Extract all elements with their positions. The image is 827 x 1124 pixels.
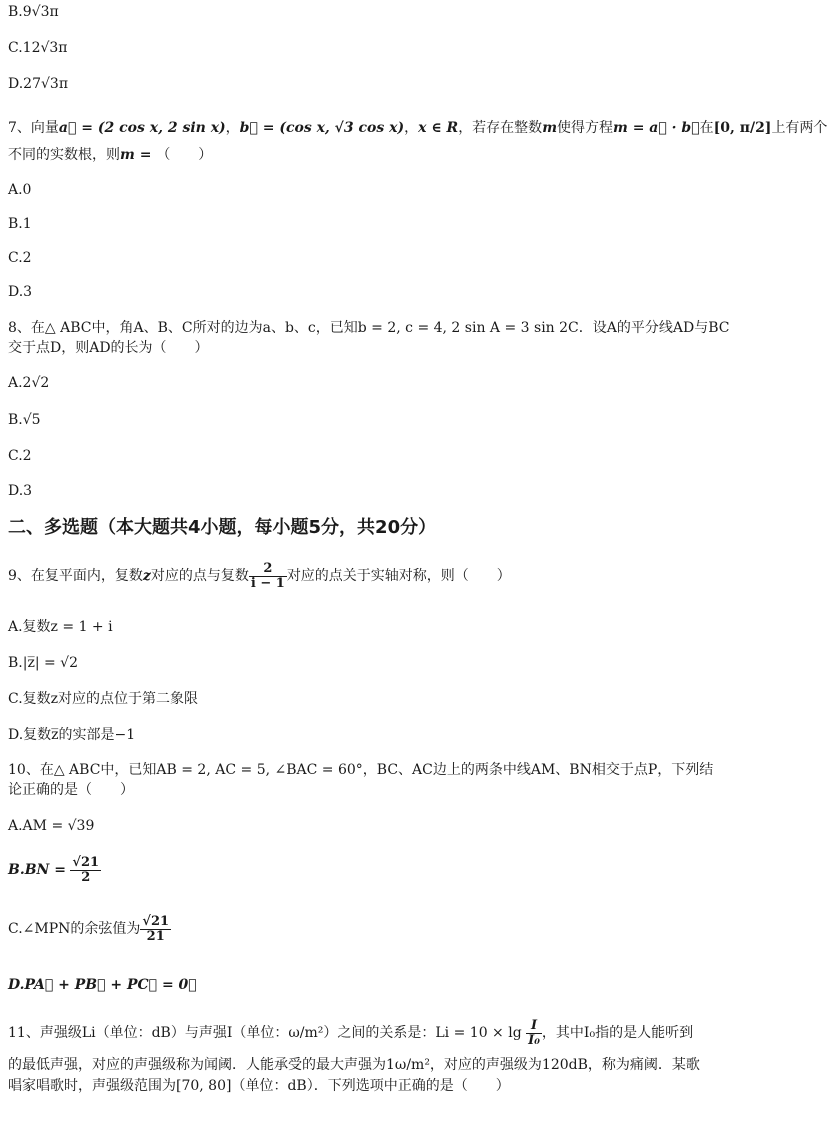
q7-option-b: B.1 [8, 216, 32, 232]
q8-option-b: B.√5 [8, 412, 41, 428]
q10-option-b [8, 856, 101, 884]
q8-option-c: C.2 [8, 448, 32, 464]
q7-option-a: A.0 [8, 182, 32, 198]
q7-m-var: m [542, 120, 558, 136]
q8-option-d: D.3 [8, 483, 33, 499]
q11-stem-a: 11、声强级Li（单位：dB）与声强I（单位：ω/m²）之间的关系是：Li = 10 × lg [8, 1025, 522, 1042]
q9-option-a: A.复数z = 1 + i [8, 619, 113, 635]
q7-comma1: ， [225, 120, 240, 136]
q8-option-a: A.2√2 [8, 375, 50, 391]
q8-stem-line1: 8、在△ ABC中，角A、B、C所对的边为a、b、c，已知b = 2, c = 4, 2 sin A = 3 sin 2C．设A的平分线AD与BC [8, 320, 730, 336]
q9-frac-num: 2 [249, 562, 287, 577]
q9-stem-c: 对应的点关于实轴对称，则（ ） [286, 568, 511, 585]
q6-option-b: B.9√3π [8, 4, 59, 20]
q7-option-d: D.3 [8, 284, 33, 300]
q10-option-c [8, 915, 171, 943]
q7-line2-m: m [120, 147, 135, 163]
q11-line2: 的最低声强，对应的声强级称为闻阈．人能承受的最大声强为1ω/m²，对应的声强级为120dB，称为痛阈．某歌 [8, 1057, 700, 1073]
q10-c-prefix: C.∠MPN的余弦值为 [8, 921, 141, 938]
q7-vec-a: a⃗ = (2 cos x, 2 sin x) [58, 120, 226, 136]
q7-mid-text2: 使得方程 [557, 120, 614, 136]
q7-stem-line1 [8, 118, 827, 138]
q9-stem [8, 562, 511, 590]
q6-option-c: C.12√3π [8, 40, 68, 56]
q7-option-c: C.2 [8, 250, 32, 266]
q10-b-fraction [70, 856, 101, 884]
q9-stem-b: 对应的点与复数 [150, 568, 249, 585]
q7-comma2: ， [404, 120, 419, 136]
q11-stem-b: ，其中I₀指的是人能听到 [541, 1025, 694, 1042]
q7-mid-text: ，若存在整数 [458, 120, 543, 136]
q7-line2-end: （ ） [156, 147, 213, 163]
q8-stem-line2: 交于点D，则AD的长为（ ） [8, 340, 209, 356]
q10-c-num: √21 [142, 914, 170, 929]
q9-option-b: B.|z̅| = √2 [8, 655, 79, 671]
q10-b-den: 2 [81, 869, 91, 885]
q10-c-den: 21 [146, 928, 165, 944]
q11-frac-den: I₀ [528, 1032, 540, 1048]
q10-b-num: √21 [72, 855, 100, 870]
q9-option-d: D.复数z̅的实部是−1 [8, 727, 136, 743]
q9-fraction [249, 562, 287, 590]
q7-equation: m = a⃗ · b⃗ [613, 120, 700, 136]
q7-vec-b: b⃗ = (cos x, √3 cos x) [239, 120, 405, 136]
q9-option-c: C.复数z对应的点位于第二象限 [8, 691, 199, 707]
q9-z: z [142, 568, 151, 585]
q9-frac-den: i − 1 [250, 575, 285, 591]
q11-line3: 唱家唱歌时，声强级范围为[70, 80]（单位：dB）．下列选项中正确的是（ ） [8, 1078, 510, 1094]
q10-option-d: D.PA⃗ + PB⃗ + PC⃗ = 0⃗ [8, 977, 197, 993]
q10-option-a: A.AM = √39 [8, 818, 95, 834]
q7-stem-line2: 不同的实数根，则m = （ ） [8, 147, 213, 163]
section-heading-multiple-choice: 二、多选题（本大题共4小题，每小题5分，共20分） [8, 517, 437, 538]
q10-b-prefix: B.BN = [8, 862, 66, 879]
q11-fraction [526, 1019, 542, 1047]
q11-frac-num: I [526, 1019, 542, 1034]
q10-stem-line1: 10、在△ ABC中，已知AB = 2, AC = 5, ∠BAC = 60°，BC、AC边上的两条中线AM、BN相交于点P，下列结 [8, 762, 714, 778]
q7-prefix: 7、向量 [8, 120, 59, 136]
q11-stem-line1 [8, 1019, 693, 1047]
q6-option-d: D.27√3π [8, 76, 69, 92]
q9-stem-a: 9、在复平面内，复数 [8, 568, 143, 585]
q10-c-fraction [140, 915, 171, 943]
q7-tail-text: 上有两个 [771, 120, 827, 136]
q10-stem-line2: 论正确的是（ ） [8, 782, 134, 798]
q7-x-domain: x ∈ R [418, 120, 459, 136]
q7-in-text: 在 [699, 120, 714, 136]
q7-interval: [0, π/2] [713, 120, 772, 136]
q7-line2-text: 不同的实数根，则 [8, 147, 120, 163]
